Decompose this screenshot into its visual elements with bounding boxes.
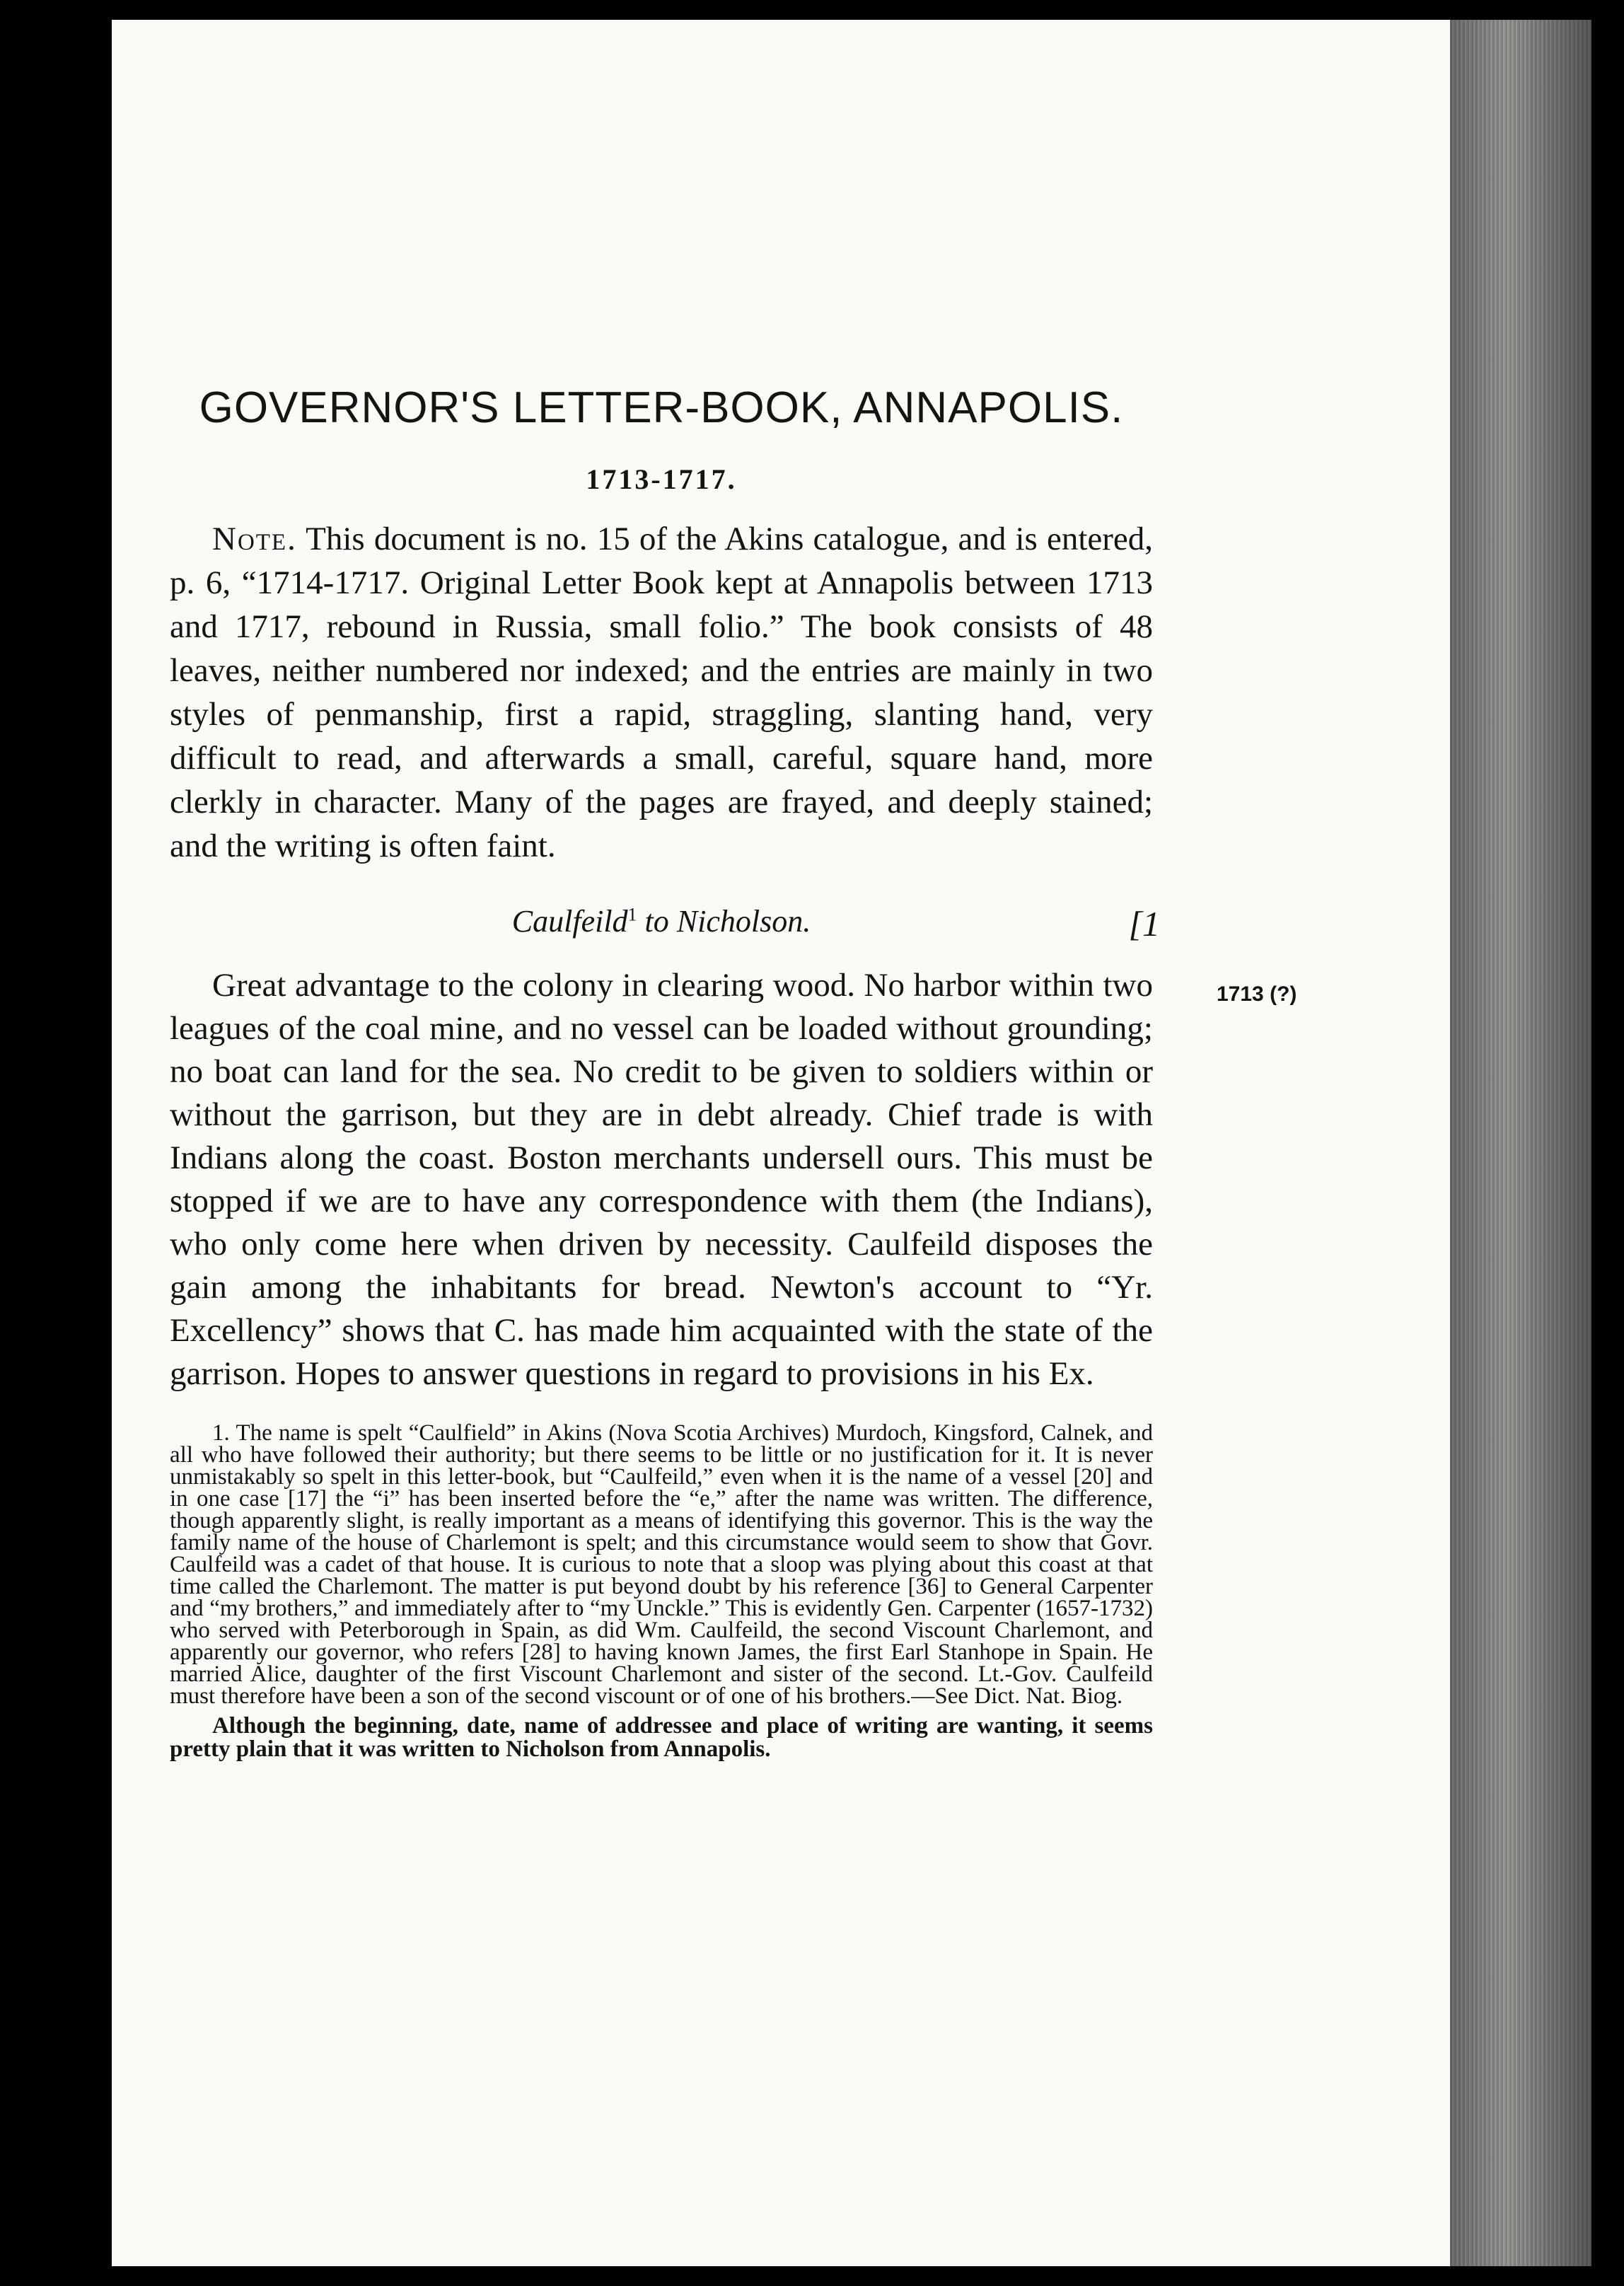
- letter-heading-recipient: to Nicholson.: [637, 904, 811, 939]
- letter-body: [170, 964, 1297, 1396]
- letter-heading-author: Caulfeild: [511, 904, 628, 939]
- margin-date: 1713 (?): [1217, 982, 1297, 1006]
- document-title: GOVERNOR'S LETTER-BOOK, ANNAPOLIS.: [199, 383, 1124, 432]
- letter-heading: [170, 903, 1160, 946]
- page-edge-shadow: [1450, 20, 1591, 2266]
- note-label: Note.: [212, 521, 297, 558]
- footnote-marker: 1: [627, 904, 637, 925]
- document-dates: 1713-1717.: [586, 463, 737, 496]
- letter-number: [1: [1128, 904, 1160, 944]
- note-text: This document is no. 15 of the Akins catalogue, and is entered, p. 6, “1714-1717. Original Letter Book kept at Annapolis between 1713 and 1717, rebound in Russia, small folio.” The book consists of 48 leaves, neither numbered nor indexed; and the entries are mainly in two styles of penmanship, first a rapid, straggling, slanting hand, very difficult to read, and afterwards a small, careful, square hand, more clerkly in character. Many of the pages are frayed, and deeply stained; and the writing is often faint.: [170, 521, 1153, 865]
- introductory-note: [170, 517, 1153, 868]
- footnote-continuation: Although the beginning, date, name of addressee and place of writing are wanting, it seems pretty plain that it was written to Nicholson from Annapolis.: [170, 1713, 1153, 1763]
- footnote: 1. The name is spelt “Caulfield” in Akins (Nova Scotia Archives) Murdoch, Kingsford, Calnek, and all who have followed their authority; but there seems to be little or no justification for it. It is never unmistakably so spelt in this letter-book, but “Caulfeild,” even when it is the name of a vessel [20] and in one case [17] the “i” has been inserted before the “e,” after the name was written. The difference, though apparently slight, is really important as a means of identifying this governor. This is the way the family name of the house of Charlemont is spelt; and this circumstance would seem to show that Govr. Caulfeild was a cadet of that house. It is curious to note that a sloop was plying about this coast at that time called the Charlemont. The matter is put beyond doubt by his reference [36] to General Carpenter and “my brothers,” and immediately after to “my Unckle.” This is evidently Gen. Carpenter (1657-1732) who served with Peterborough in Spain, as did Wm. Caulfeild, the second Viscount Charlemont, and apparently our governor, who refers [28] to having known James, the first Earl Stanhope in Spain. He married Alice, daughter of the first Viscount Charlemont and sister of the second. Lt.-Gov. Caulfeild must therefore have been a son of the second viscount or of one of his brothers.—See Dict. Nat. Biog.: [170, 1420, 1153, 1710]
- page-content: [170, 382, 1297, 1763]
- letter-body-text: Great advantage to the colony in clearing wood. No harbor within two leagues of the coal mine, and no vessel can be loaded without grounding; no boat can land for the sea. No credit to be given to soldiers within or without the garrison, but they are in debt already. Chief trade is with Indians along the coast. Boston merchants undersell ours. This must be stopped if we are to have any correspondence with them (the Indians), who only come here when driven by necessity. Caulfeild disposes the gain among the inhabitants for bread. Newton's account to “Yr. Excellency” shows that C. has made him acquainted with the state of the garrison. Hopes to answer questions in regard to provisions in his Ex.: [170, 967, 1153, 1393]
